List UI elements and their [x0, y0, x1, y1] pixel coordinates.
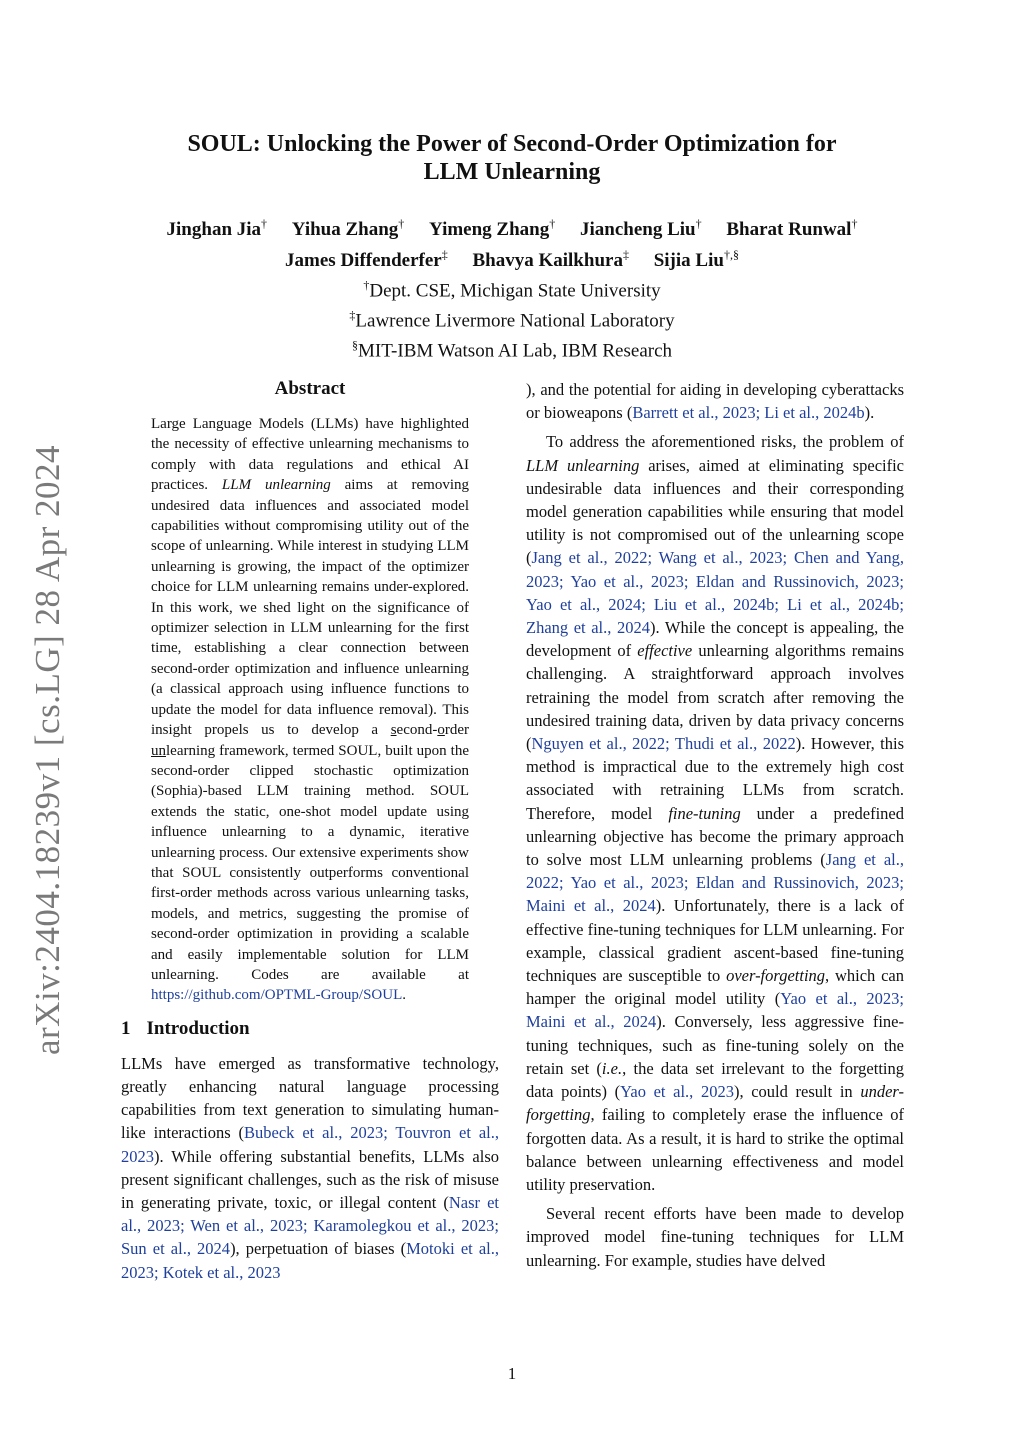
title-line-2: LLM Unlearning — [423, 159, 601, 185]
citation-link[interactable]: Motoki et al., 2023; Kotek et al., 2023 — [121, 1239, 500, 1282]
github-link[interactable]: https://github.com/OPTML-Group/SOUL — [151, 987, 403, 1004]
intro-paragraph-1-continued: ), and the potential for aiding in developing cyberattacks or bioweapons (Barrett et al., 2023; Li et al., 2024b). — [526, 380, 904, 423]
right-column — [526, 378, 904, 1272]
arxiv-sidebar — [28, 444, 68, 1056]
author: Jiancheng Liu† — [579, 217, 702, 241]
affiliation: ‡Lawrence Livermore National Laboratory — [349, 307, 675, 332]
title-line-1: SOUL: Unlocking the Power of Second-Order Optimization for — [187, 131, 837, 157]
intro-paragraph-2: To address the aforementioned risks, the problem of LLM unlearning arises, aimed at eliminating specific undesirable data influences and their corresponding model generation capabilities while ensuring that model utility is not compromised out of the unlearning scope (Jang et al., 2022; Wang et al., 2023; Chen and Yang, 2023; Yao et al., 2023; Eldan and Russinovich, 2023; Yao et al., 2024; Liu et al., 2024b; Li et al., 2024b; Zhang et al., 2024). While the concept is appealing, the development of effective unlearning algorithms remains challenging. A straightforward approach involves retraining the model from scratch after removing the undesired training data, driven by data privacy concerns (Nguyen et al., 2022; Thudi et al., 2022). However, this method is impractical due to the extremely high cost associated with retraining LLMs from scratch. Therefore, model fine-tuning under a predefined unlearning objective has become the primary approach to solve most LLM unlearning problems (Jang et al., 2022; Yao et al., 2023; Eldan and Russinovich, 2023; Maini et al., 2024). Unfortunately, there is a lack of effective fine-tuning techniques for LLM unlearning. For example, classical gradient ascent-based fine-tuning techniques are susceptible to over-forgetting, which can hamper the original model utility (Yao et al., 2023; Maini et al., 2024). Conversely, less aggressive fine-tuning techniques, such as fine-tuning solely on the retain set (i.e., the data set irrelevant to the forgetting data points) (Yao et al., 2023), could result in under-forgetting, failing to completely erase the influence of forgotten data. As a result, it is hard to strike the optimal balance between unlearning effectiveness and model utility preservation. — [526, 432, 905, 1194]
author: Sijia Liu†,§ — [653, 247, 739, 271]
page-number: 1 — [507, 1364, 517, 1383]
affiliation: †Dept. CSE, Michigan State University — [363, 277, 661, 301]
abstract-heading: Abstract — [274, 378, 346, 399]
intro-paragraph-1: LLMs have emerged as transformative technology, greatly enhancing natural language processing capabilities from text generation to simulating human-like interactions (Bubeck et al., 2023; Touvron et al., 2023). While offering substantial benefits, LLMs also present significant challenges, such as the risk of misuse in generating private, toxic, or illegal content (Nasr et al., 2023; Wen et al., 2023; Karamolegkou et al., 2023; Sun et al., 2024), perpetuation of biases (Motoki et al., 2023; Kotek et al., 2023 — [121, 1053, 500, 1282]
citation-link[interactable]: Bubeck et al., 2023; Touvron et al., 2023 — [121, 1123, 499, 1166]
citation-link[interactable]: Nguyen et al., 2022; Thudi et al., 2022 — [531, 734, 796, 754]
author: Bhavya Kailkhura‡ — [472, 247, 629, 271]
citation-link[interactable]: Yao et al., 2023; Maini et al., 2024 — [526, 989, 904, 1032]
author: James Diffenderfer‡ — [285, 247, 448, 271]
citation-link[interactable]: Yao et al., 2023 — [620, 1082, 734, 1102]
citation-link[interactable]: Jang et al., 2022; Wang et al., 2023; Chen and Yang, 2023; Yao et al., 2023; Eldan and Russinovich, 2023; Yao et al., 2024; Liu et al., 2024b; Li et al., 2024b; Zhang et al., 2024 — [526, 548, 904, 638]
affiliation: §MIT-IBM Watson AI Lab, IBM Research — [351, 338, 673, 362]
author-row-1 — [100, 212, 924, 242]
author: Yimeng Zhang† — [429, 217, 556, 241]
intro-paragraph-3: Several recent efforts have been made to develop improved model fine-tuning techniques for LLM unlearning. For example, studies have delved — [526, 1204, 904, 1270]
author: Yihua Zhang† — [291, 217, 405, 241]
citation-link[interactable]: Jang et al., 2022; Yao et al., 2023; Eldan and Russinovich, 2023; Maini et al., 2024 — [526, 850, 905, 916]
author-row-2 — [100, 242, 924, 272]
author-block — [100, 212, 924, 364]
paper-title — [100, 130, 924, 186]
author: Bharat Runwal† — [726, 217, 858, 241]
arxiv-identifier: arXiv:2404.18239v1 [cs.LG] 28 Apr 2024 — [28, 444, 68, 1056]
citation-link[interactable]: Barrett et al., 2023; Li et al., 2024b — [632, 403, 865, 423]
citation-link[interactable]: Nasr et al., 2023; Wen et al., 2023; Karamolegkou et al., 2023; Sun et al., 2024 — [121, 1193, 499, 1259]
left-column — [121, 378, 499, 1284]
section-heading-introduction: 1 Introduction — [121, 1017, 250, 1039]
abstract-text: Large Language Models (LLMs) have highlighted the necessity of effective unlearning mechanisms to comply with data regulations and ethical AI practices. LLM unlearning aims at removing undesired data influences and associated model capabilities without compromising utility out of the scope of unlearning. While interest in studying LLM unlearning is growing, the impact of the optimizer choice for LLM unlearning remains under-explored. In this work, we shed light on the significance of optimizer selection in LLM unlearning for the first time, establishing a clear connection between second-order optimization and influence unlearning (a classical approach using influence functions to update the model for data influence removal). This insight propels us to develop a second-order unlearning framework, termed SOUL, built upon the second-order clipped stochastic optimization (Sophia)-based LLM training method. SOUL extends the static, one-shot model update using influence unlearning to a dynamic, iterative unlearning process. Our extensive experiments show that SOUL consistently outperforms conventional first-order methods across various unlearning tasks, models, and metrics, suggesting the promise of second-order optimization in providing a scalable and easily implementable solution for LLM unlearning. Codes are available at https://github.com/OPTML-Group/SOUL. — [151, 416, 469, 1004]
author: Jinghan Jia† — [166, 217, 268, 241]
